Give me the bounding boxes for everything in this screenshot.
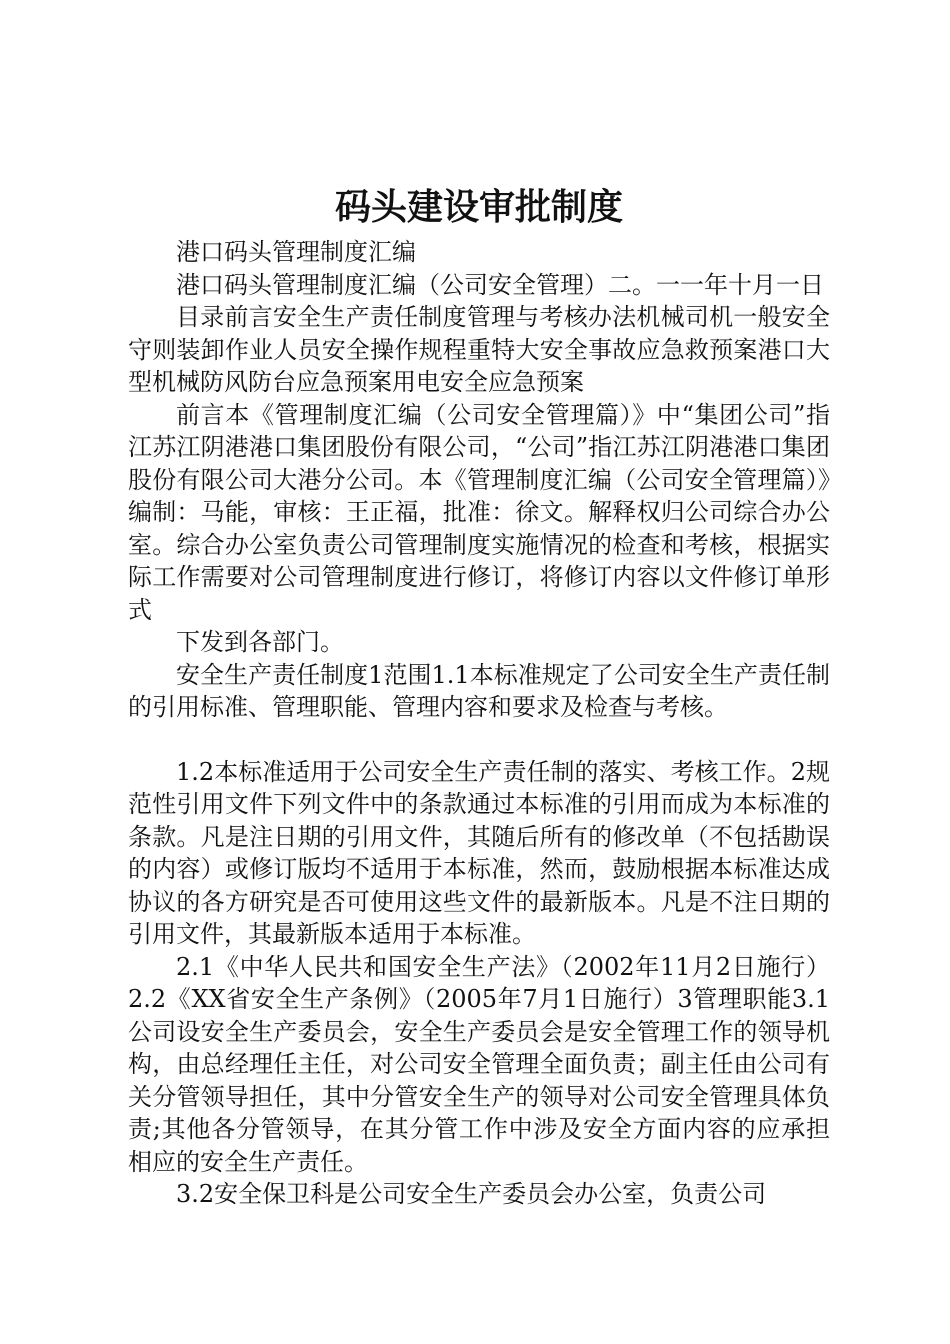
paragraph: 港口码头管理制度汇编（公司安全管理）二。一一年十月一日 bbox=[176, 270, 824, 299]
paragraph: 下发到各部门。 bbox=[176, 628, 344, 656]
document-title: 码头建设审批制度 bbox=[334, 187, 623, 228]
paragraph: 前言本《管理制度汇编（公司安全管理篇）》中“集团公司”指江苏江阴港港口集团股份有限公司，“公司”指江苏江阴港港口集团股份有限公司大港分公司。本《管理制度汇编（公司安全管理篇）》编制：马能，审核：王正福，批准：徐文。解释权归公司综合办公室。综合办公室负责公司管理制度实施情况的检查和考核，根据实际工作需要对公司管理制度进行修订，将修订内容以文件修订单形式 bbox=[128, 400, 830, 624]
paragraph: 港口码头管理制度汇编 bbox=[176, 238, 416, 266]
paragraph: 2.1《中华人民共和国安全生产法》（2002年11月2日施行）2.2《XX省安全生产条例》（2005年7月1日施行）3管理职能3.1公司设安全生产委员会，安全生产委员会是安全管理工作的领导机构，由总经理任主任，对公司安全管理全面负责；副主任由公司有关分管领导担任，其中分管安全生产的领导对公司安全管理具体负责;其他各分管领导，在其分管工作中涉及安全方面内容的应承担相应的安全生产责任。 bbox=[128, 952, 830, 1176]
paragraph: 目录前言安全生产责任制度管理与考核办法机械司机一般安全守则装卸作业人员安全操作规程重特大安全事故应急救预案港口大型机械防风防台应急预案用电安全应急预案 bbox=[128, 303, 830, 396]
paragraph: 1.2本标准适用于公司安全生产责任制的落实、考核工作。2规范性引用文件下列文件中的条款通过本标准的引用而成为本标准的条款。凡是注日期的引用文件，其随后所有的修改单（不包括勘误的内容）或修订版均不适用于本标准，然而，鼓励根据本标准达成协议的各方研究是否可使用这些文件的最新版本。凡是不注日期的引用文件，其最新版本适用于本标准。 bbox=[128, 757, 830, 948]
paragraph: 安全生产责任制度1范围1.1本标准规定了公司安全生产责任制的引用标准、管理职能、管理内容和要求及检查与考核。 bbox=[128, 660, 830, 721]
document-page bbox=[128, 0, 830, 1344]
document-body bbox=[128, 236, 830, 1211]
paragraph: 3.2安全保卫科是公司安全生产委员会办公室，负责公司 bbox=[176, 1180, 767, 1208]
